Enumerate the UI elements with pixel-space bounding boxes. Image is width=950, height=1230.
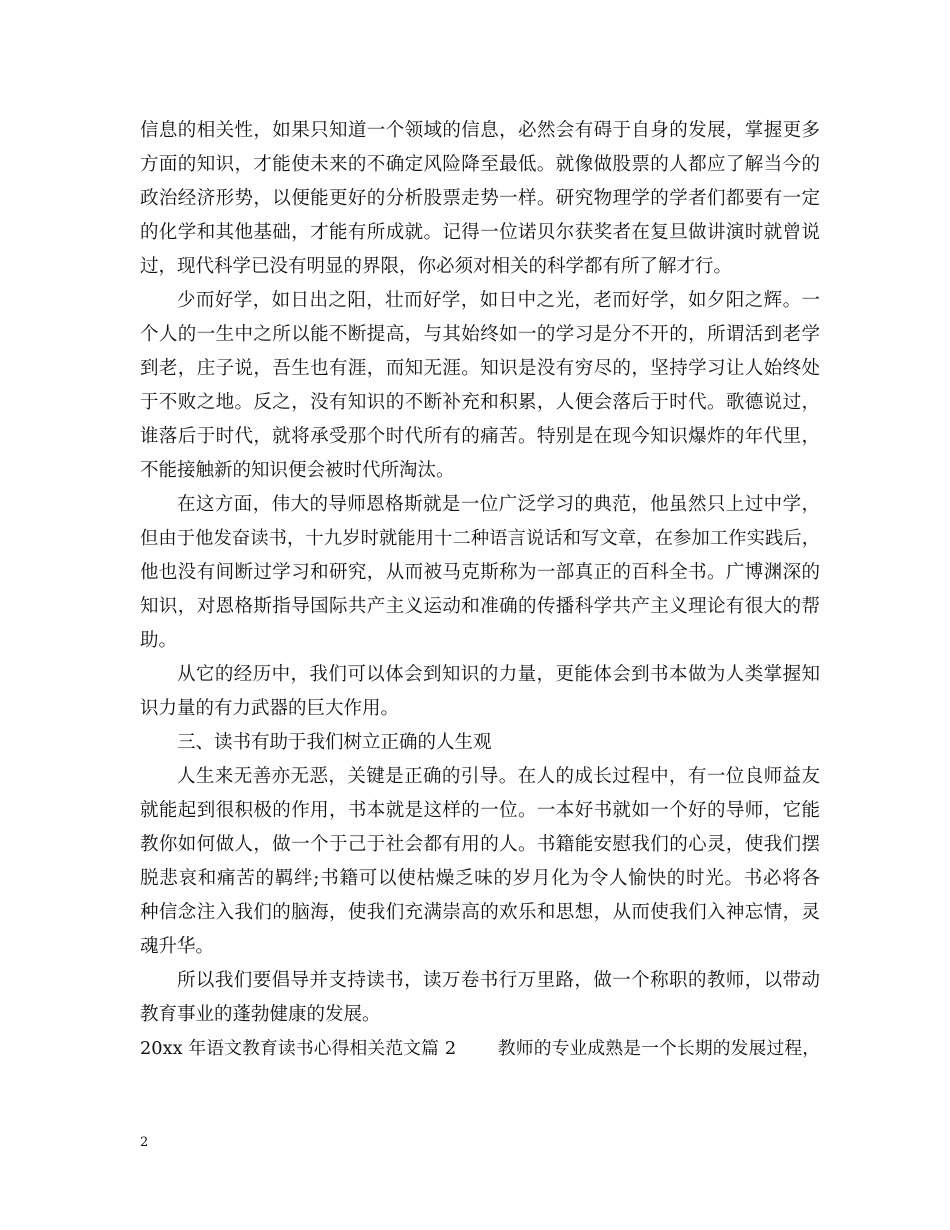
text-line: 政治经济形势，以便能更好的分析股票走势一样。研究物理学的学者们都要有一定 xyxy=(140,188,820,209)
text-line: 到老，庄子说，吾生也有涯，而知无涯。知识是没有穷尽的，坚持学习让人始终处 xyxy=(140,358,820,379)
text-line: 他也没有间断过学习和研究，从而被马克斯称为一部真正的百科全书。广博渊深的 xyxy=(140,562,820,583)
text-line: 但由于他发奋读书，十九岁时就能用十二种语言说话和写文章，在参加工作实践后， xyxy=(140,528,820,549)
text-line: 教育事业的蓬勃健康的发展。 xyxy=(140,1004,381,1025)
page-number: 2 xyxy=(140,1135,149,1150)
text-line: 从它的经历中，我们可以体会到知识的力量，更能体会到书本做为人类掌握知 xyxy=(177,664,820,685)
text-line: 魂升华。 xyxy=(140,936,215,957)
text-line: 不能接触新的知识便会被时代所淘汰。 xyxy=(140,460,455,481)
text-line: 在这方面，伟大的导师恩格斯就是一位广泛学习的典范，他虽然只上过中学， xyxy=(177,494,820,515)
text-line: 教你如何做人，做一个于己于社会都有用的人。书籍能安慰我们的心灵，使我们摆 xyxy=(140,834,820,855)
text-line: 识力量的有力武器的巨大作用。 xyxy=(140,698,400,719)
text-line: 信息的相关性，如果只知道一个领域的信息，必然会有碍于自身的发展，掌握更多 xyxy=(140,120,820,141)
text-line: 助。 xyxy=(140,630,178,651)
text-line: 少而好学，如日出之阳，壮而好学，如日中之光，老而好学，如夕阳之辉。一 xyxy=(177,290,820,311)
text-line: 谁落后于时代，就将承受那个时代所有的痛苦。特别是在现今知识爆炸的年代里， xyxy=(140,426,820,447)
text-line: 个人的一生中之所以能不断提高，与其始终如一的学习是分不开的，所谓活到老学 xyxy=(140,324,820,345)
text-line: 于不败之地。反之，没有知识的不断补充和积累，人便会落后于时代。歌德说过， xyxy=(140,392,820,413)
text-line: 脱悲哀和痛苦的羁绊;书籍可以使枯燥乏味的岁月化为令人愉快的时光。书必将各 xyxy=(140,868,820,889)
text-line: 三、读书有助于我们树立正确的人生观 xyxy=(177,732,492,753)
text-line: 种信念注入我们的脑海，使我们充满崇高的欢乐和思想，从而使我们入神忘情，灵 xyxy=(140,902,820,923)
text-line: 所以我们要倡导并支持读书，读万卷书行万里路，做一个称职的教师，以带动 xyxy=(177,970,820,991)
text-line: 的化学和其他基础，才能有所成就。记得一位诺贝尔获奖者在复旦做讲演时就曾说 xyxy=(140,222,820,243)
document-body xyxy=(140,114,820,1066)
text-line: 人生来无善亦无恶，关键是正确的引导。在人的成长过程中，有一位良师益友 xyxy=(177,766,820,787)
text-line: 方面的知识，才能使未来的不确定风险降至最低。就像做股票的人都应了解当今的 xyxy=(140,154,820,175)
text-line: 过，现代科学已没有明显的界限，你必须对相关的科学都有所了解才行。 xyxy=(140,256,733,277)
text-line: 就能起到很积极的作用，书本就是这样的一位。一本好书就如一个好的导师，它能 xyxy=(140,800,820,821)
text-line: 20xx 年语文教育读书心得相关范文篇 2 教师的专业成熟是一个长期的发展过程， xyxy=(140,1039,820,1059)
text-line: 知识，对恩格斯指导国际共产主义运动和准确的传播科学共产主义理论有很大的帮 xyxy=(140,596,820,617)
